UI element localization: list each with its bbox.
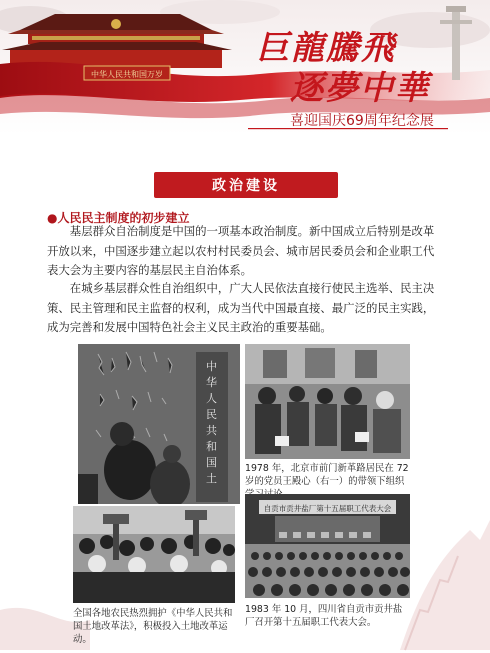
svg-text:共: 共 (206, 424, 217, 437)
header (0, 0, 490, 130)
svg-text:民: 民 (206, 408, 217, 421)
caption-land-reform: 全国各地农民热烈拥护《中华人民共和国土地改革法》，积极投入土地改革运动。 (73, 608, 233, 645)
photo-study-meeting (245, 344, 410, 459)
paragraph-1: 基层群众自治制度是中国的一项基本政治制度。新中国成立后特别是改革开放以来，中国逐步建立起以农村村民委员会、城市居民委员会和企业职工代表大会为主要内容的基层民主自治体系。 (47, 224, 435, 278)
title-line-2: 逐夢中華 (290, 68, 430, 107)
caption-study-meeting: 1978 年，北京市前门新革路居民在 72 岁的党员王殿心（右一）的带领下组织 (245, 463, 409, 487)
congress-banner-text: 自贡市贡井盐厂第十五届职工代表大会 (263, 504, 392, 513)
photo-land-reform-crowd (73, 506, 235, 603)
section-banner (154, 172, 338, 198)
caption-workers-congress: 1983 年 10 月，四川省自贡市贡井盐厂召开第十五届职工代表大会。 (245, 604, 403, 628)
svg-text:国: 国 (206, 456, 217, 469)
title-line-1: 巨龍騰飛 (256, 28, 396, 67)
photo-wall-slogan (78, 344, 240, 504)
svg-text:土: 土 (206, 472, 217, 485)
svg-text:中: 中 (206, 360, 217, 373)
gate-sign-text: 中华人民共和国万岁 (91, 70, 163, 79)
svg-text:华: 华 (206, 376, 217, 389)
section-banner-label: 政治建设 (212, 178, 280, 194)
exhibition-subtitle: 喜迎国庆69周年纪念展 (290, 113, 434, 129)
svg-text:人: 人 (206, 392, 217, 405)
photo-workers-congress (245, 494, 410, 598)
paragraph-2: 在城乡基层群众性自治组织中，广大人民依法直接行使民主选举、民主决策、民主管理和民主监督的权利，成为当代中国最直接、最广泛的民主实践，成为完善和发展中国特色社会主义民主政治的重要基础。 (47, 281, 435, 335)
section-heading: ●人民民主制度的初步建立 (47, 211, 190, 225)
svg-text:和: 和 (206, 440, 217, 453)
